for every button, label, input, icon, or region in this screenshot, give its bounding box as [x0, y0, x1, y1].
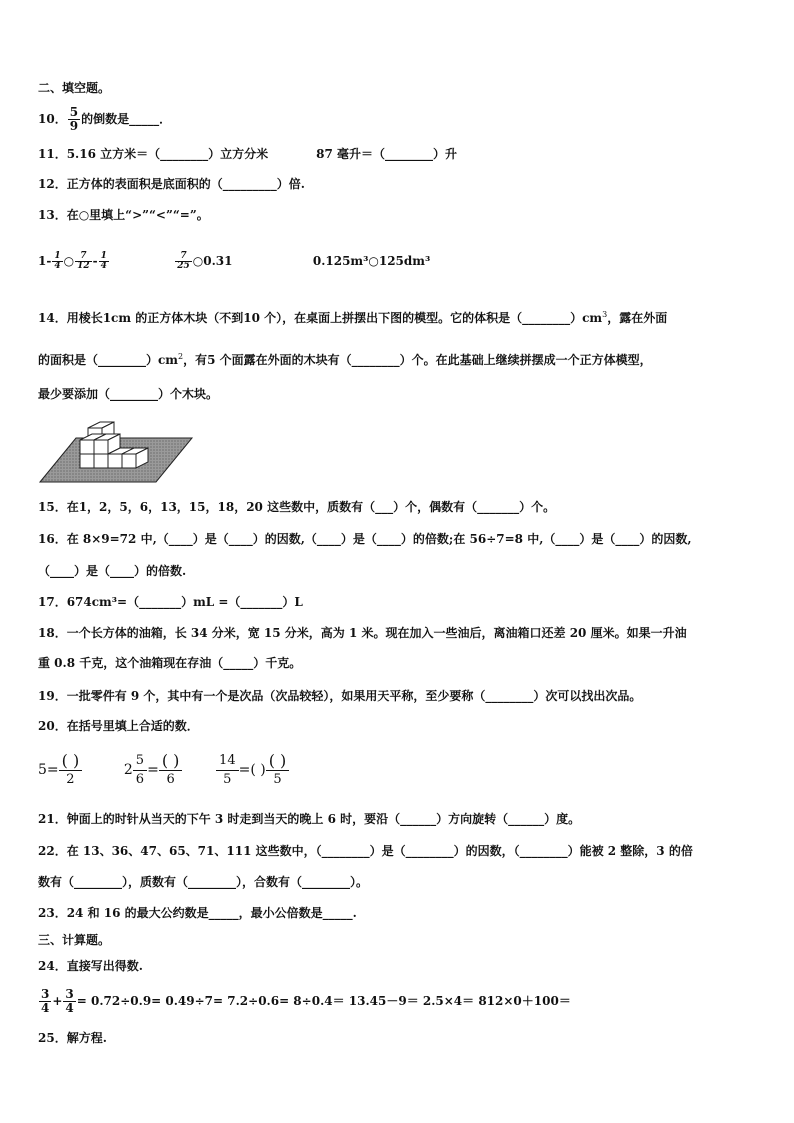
question-16-line-2: （____）是（____）的倍数. [38, 564, 187, 578]
cube-model-figure [36, 410, 196, 486]
question-11: 11．5.16 立方米＝（________）立方分米 87 毫升＝（________）升 [38, 147, 457, 161]
question-12: 12．正方体的表面积是底面积的（_________）倍. [38, 177, 305, 191]
question-22-line-2: 数有（________），质数有（________），合数有（________）。 [38, 875, 369, 889]
question-17: 17．674cm³=（_______）mL =（_______）L [38, 595, 303, 609]
question-13-items [38, 252, 430, 271]
question-21: 21．钟面上的时针从当天的下午 3 时走到当天的晚上 6 时，要沿（______）方向旋转（______）度。 [38, 812, 581, 826]
question-24-items: $\frac{3}{4}$ + $\frac{3}{4}$ = 0.72÷0.9= 0.49÷7= 7.2÷0.6= 8÷0.4＝ 13.45－9＝ 2.5×4＝ 812×0＋100＝ [41, 987, 571, 1015]
compare-item-2: $\frac{7}{25}$ ○0.31 [177, 251, 233, 271]
question-18-line-2: 重 0.8 千克，这个油箱现在存油（_____）千克。 [38, 656, 302, 670]
fraction-5-9: $\frac{5}{9}$ [69, 105, 79, 133]
question-24: 24．直接写出得数. [38, 959, 143, 973]
question-19: 19．一批零件有 9 个，其中有一个是次品（次品较轻），如果用天平称，至少要称（________）次可以找出次品。 [38, 689, 642, 703]
question-14-line-2: 的面积是$(\_\_\_\_\_\_\_\_)cm^2$，有5 个面露在外面的木块有（________）个。在此基础上继续拼摆成一个正方体模型， [38, 352, 652, 367]
question-16-line-1: 16．在 8×9=72 中,（____）是（____）的因数,（____）是（____）的倍数;在 56÷7=8 中,（____）是（____）的因数, [38, 532, 692, 546]
question-25: 25．解方程. [38, 1031, 107, 1045]
question-22-line-1: 22．在 13、36、47、65、71、111 这些数中，（________）是（________）的因数，（________）能被 2 整除，3 的倍 [38, 844, 693, 858]
question-14-line-3: 最少要添加（________）个木块。 [38, 387, 219, 401]
fill-item-b: 2 $\frac{5}{6}$ = $\frac{( )}{6}$ [124, 763, 186, 777]
fill-item-c: $\frac{14}{5}$ =( ) $\frac{( )}{5}$ [216, 763, 289, 777]
question-15: 15．在1，2，5，6，13，15，18，20 这些数中，质数有（___）个，偶数有（_______）个。 [38, 500, 556, 514]
section-calculation: 三、计算题。 [38, 933, 111, 947]
fill-item-a: 5= $\frac{( )}{2}$ [38, 763, 86, 777]
question-13: 13．在○里填上“>”“<”“=”。 [38, 208, 209, 222]
question-20: 20．在括号里填上合适的数． [38, 719, 199, 733]
section-fill-in: 二、填空题。 [38, 81, 111, 95]
question-10: 10． $\frac{5}{9}$ 的倒数是_____． [38, 105, 172, 133]
compare-item-1: 1- $\frac{1}{4}$ ○ $\frac{7}{12}$ - $\frac{1}{4}$ [38, 251, 107, 271]
question-23: 23．24 和 16 的最大公约数是_____，最小公倍数是_____. [38, 906, 357, 920]
question-14-line-1: 14．用棱长1cm 的正方体木块（不到10 个），在桌面上拼摆出下图的模型。它的体积是$(\_\_\_\_\_\_\_\_)cm^3$，露在外面 [38, 310, 668, 325]
compare-item-3: 0.125m³○125dm³ [312, 254, 431, 268]
question-18-line-1: 18．一个长方体的油箱，长 34 分米，宽 15 分米，高为 1 米。现在加入一些油后，离油箱口还差 20 厘米。如果一升油 [38, 626, 687, 640]
question-20-items [38, 752, 289, 788]
